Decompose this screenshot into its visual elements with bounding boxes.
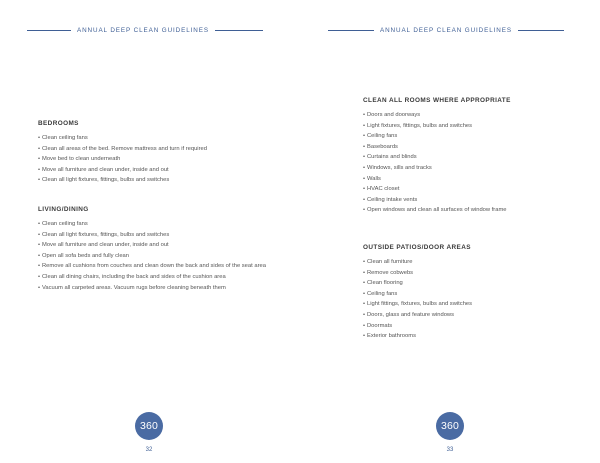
- bullet-list: [38, 133, 207, 186]
- bullet-list: [363, 110, 511, 216]
- list-item: • Light fixtures, fittings, bulbs and switches: [363, 121, 511, 132]
- list-item: • Move bed to clean underneath: [38, 154, 207, 165]
- list-item: • Clean all light fixtures, fittings, bulbs and switches: [38, 175, 207, 186]
- list-item: • Baseboards: [363, 142, 511, 153]
- list-item: • Clean flooring: [363, 278, 472, 289]
- section-title: LIVING/DINING: [38, 206, 89, 213]
- running-head-text: ANNUAL DEEP CLEAN GUIDELINES: [380, 26, 512, 34]
- list-item: • Ceiling fans: [363, 131, 511, 142]
- page-number: 32: [145, 447, 153, 453]
- section-living-dining: [38, 206, 270, 293]
- list-item: • Exterior bathrooms: [363, 331, 472, 342]
- list-item: • Doormats: [363, 321, 472, 332]
- section-outside-patios: [363, 244, 472, 342]
- list-item: • Light fittings, fixtures, bulbs and switches: [363, 299, 472, 310]
- list-item: • Open windows and clean all surfaces of window frame: [363, 205, 511, 216]
- list-item: • Remove cobwebs: [363, 268, 472, 279]
- section-bedrooms: [38, 120, 207, 186]
- list-item: • Walls: [363, 174, 511, 185]
- list-item: • Remove all cushions from couches and clean down the back and sides of the seat area: [38, 261, 270, 272]
- list-item: • Clean all areas of the bed. Remove mattress and turn if required: [38, 144, 207, 155]
- list-item: • Open all sofa beds and fully clean: [38, 251, 270, 262]
- list-item: • Clean ceiling fans: [38, 219, 270, 230]
- section-title: BEDROOMS: [38, 120, 79, 127]
- list-item: • Clean all dining chairs, including the back and sides of the cushion area: [38, 272, 270, 283]
- header-rule-right: [215, 30, 263, 31]
- list-item: • Ceiling fans: [363, 289, 472, 300]
- bullet-list: [363, 257, 472, 342]
- list-item: • Move all furniture and clean under, inside and out: [38, 240, 270, 251]
- list-item: • Windows, sills and tracks: [363, 163, 511, 174]
- section-clean-all-rooms: [363, 97, 511, 216]
- list-item: • Vacuum all carpeted areas. Vacuum rugs before cleaning beneath them: [38, 283, 270, 294]
- list-item: • Clean ceiling fans: [38, 133, 207, 144]
- list-item: • Ceiling intake vents: [363, 195, 511, 206]
- list-item: • Curtains and blinds: [363, 152, 511, 163]
- page-number: 33: [446, 447, 454, 453]
- header-rule-left: [27, 30, 71, 31]
- running-head-text: ANNUAL DEEP CLEAN GUIDELINES: [77, 26, 209, 34]
- header-rule-right: [518, 30, 564, 31]
- header-rule-left: [328, 30, 374, 31]
- list-item: • Clean all furniture: [363, 257, 472, 268]
- brand-logo-badge: 360: [436, 412, 464, 440]
- right-page: [300, 0, 600, 463]
- list-item: • Clean all light fixtures, fittings, bulbs and switches: [38, 230, 270, 241]
- running-head: [328, 24, 574, 36]
- list-item: • Doors, glass and feature windows: [363, 310, 472, 321]
- section-title: OUTSIDE PATIOS/DOOR AREAS: [363, 244, 471, 251]
- list-item: • Move all furniture and clean under, inside and out: [38, 165, 207, 176]
- bullet-list: [38, 219, 270, 293]
- section-title: CLEAN ALL ROOMS WHERE APPROPRIATE: [363, 97, 511, 104]
- brand-logo-badge: 360: [135, 412, 163, 440]
- list-item: • Doors and doorways: [363, 110, 511, 121]
- running-head: [27, 24, 273, 36]
- list-item: • HVAC closet: [363, 184, 511, 195]
